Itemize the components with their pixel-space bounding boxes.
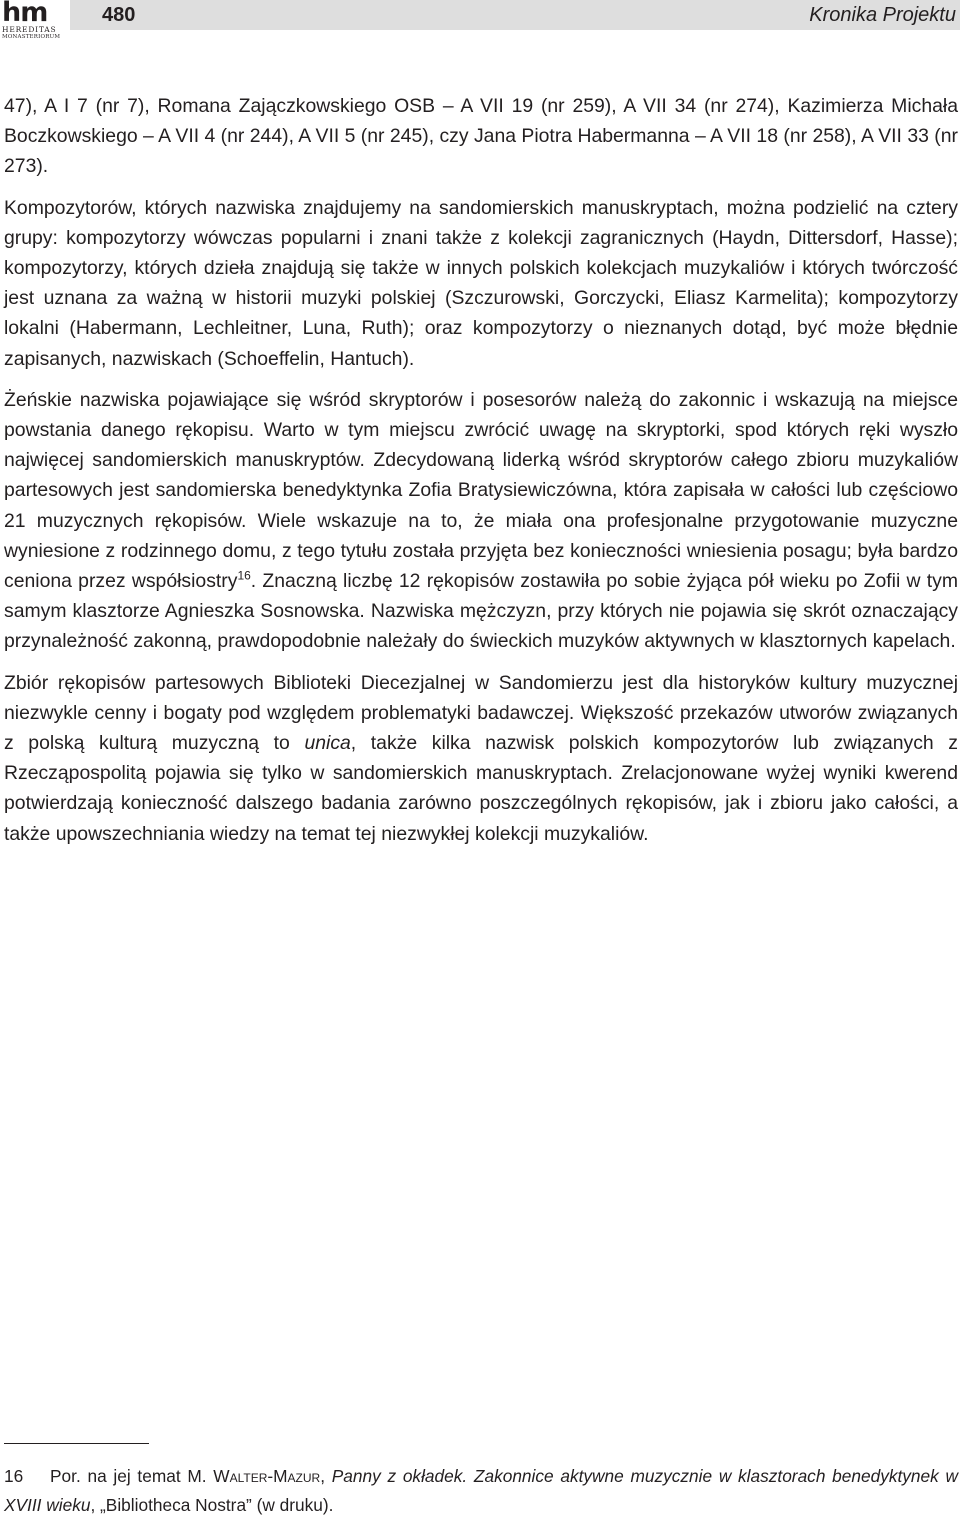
logo-line-monasteriorum: MONASTERIORUM [2, 34, 61, 40]
footnote-separator: , [320, 1466, 332, 1486]
logo-letters: hm [2, 0, 48, 28]
article-body [4, 91, 958, 860]
paragraph-3 [4, 385, 958, 657]
paragraph-4-text-end: , także kilka nazwisk polskich kompozytorów lub związanych z Rzecząpospolitą pojawia się tylko w sandomierskich manuskryptach. Zrelacjonowane wyżej wyniki kwerend potwierdzają konieczność dalszego badania zarówno poszczególnych rękopisów, jak i zbioru jako całości, a także upowszechniania wiedzy na temat tej niezwykłej kolekcji muzykaliów. [4, 732, 958, 845]
page-header [0, 0, 960, 44]
paragraph-4-text-start: Zbiór rękopisów partesowych Biblioteki Diecezjalnej w Sandomierzu jest dla historyków kultury muzycznej niezwykle cenny i bogaty pod względem problematyki badawczej. Większość przekazów utworów związanych z polską kulturą muzyczną to [4, 671, 958, 755]
footnote-number: 16 [4, 1466, 24, 1486]
footnote-prefix: Por. na jej temat M. [50, 1466, 214, 1486]
paragraph-4 [4, 668, 958, 849]
footnote-16 [4, 1462, 958, 1520]
paragraph-3-text-end: . Znaczną liczbę 12 rękopisów zostawiła po sobie żyjąca pół wieku po Zofii w tym samym klasztorze Agnieszka Sosnowska. Nazwiska mężczyzn, przy których nie pojawia się skrót oznaczający przynależność zakonną, prawdopodobnie należały do świeckich muzyków aktywnych w klasztornych kapelach. [4, 570, 958, 653]
section-title: Kronika Projektu [809, 4, 956, 26]
footnote-divider [4, 1443, 149, 1444]
logo-line-hereditas: HEREDITAS [2, 25, 57, 34]
footnote-suffix: , „Bibliotheca Nostra” (w druku). [90, 1495, 334, 1515]
footnote-reference-16: 16 [237, 568, 251, 583]
page-number: 480 [102, 4, 136, 26]
footnote-author: Walter-Mazur [213, 1466, 321, 1486]
paragraph-3-text-start: Żeńskie nazwiska pojawiające się wśród skryptorów i posesorów należą do zakonnic i wskazują na miejsce powstania danego rękopisu. Warto w tym miejscu zwrócić uwagę na skryptorki, spod których ręki wyszło najwięcej sandomierskich manuskryptów. Zdecydowaną liderką wśród skryptorów całego zbioru muzykaliów partesowych jest sandomierska benedyktynka Zofia Bratysiewiczówna, która zapisała w całości lub częściowo 21 muzycznych rękopisów. Wiele wskazuje na to, że miała ona profesjonalne przygotowanie muzyczne wyniesione z rodzinnego domu, z tego tytułu została przyjęta bez konieczności wniesienia posagu; była bardzo ceniona przez współsiostry [4, 388, 958, 593]
paragraph-2: Kompozytorów, których nazwiska znajdujemy na sandomierskich manuskryptach, można podzielić na cztery grupy: kompozytorzy wówczas popularni i znani także z kolekcji zagranicznych (Haydn, Dittersdorf, Hasse); kompozytorzy, których dzieła znajdują się także w innych polskich kolekcjach muzykaliów i których twórczość jest uznana za ważną w historii muzyki polskiej (Szczurowski, Gorczycki, Eliasz Karmelita); kompozytorzy lokalni (Habermann, Lechleitner, Luna, Ruth); oraz kompozytorzy o nieznanych dotąd, być może błędnie zapisanych, nazwiskach (Schoeffelin, Hantuch). [4, 196, 958, 370]
footnote-title: Panny z okładek. Zakonnice aktywne muzycznie w klasztorach benedyktynek w XVIII wieku [4, 1466, 958, 1515]
hereditas-monasteriorum-logo [2, 0, 62, 43]
paragraph-1: 47), A I 7 (nr 7), Romana Zajączkowskiego OSB – A VII 19 (nr 259), A VII 34 (nr 274), Kazimierza Michała Boczkowskiego – A VII 4 (nr 244), A VII 5 (nr 245), czy Jana Piotra Habermanna – A VII 18 (nr 258), A VII 33 (nr 273). [4, 95, 958, 178]
italic-term-unica: unica [304, 732, 351, 755]
